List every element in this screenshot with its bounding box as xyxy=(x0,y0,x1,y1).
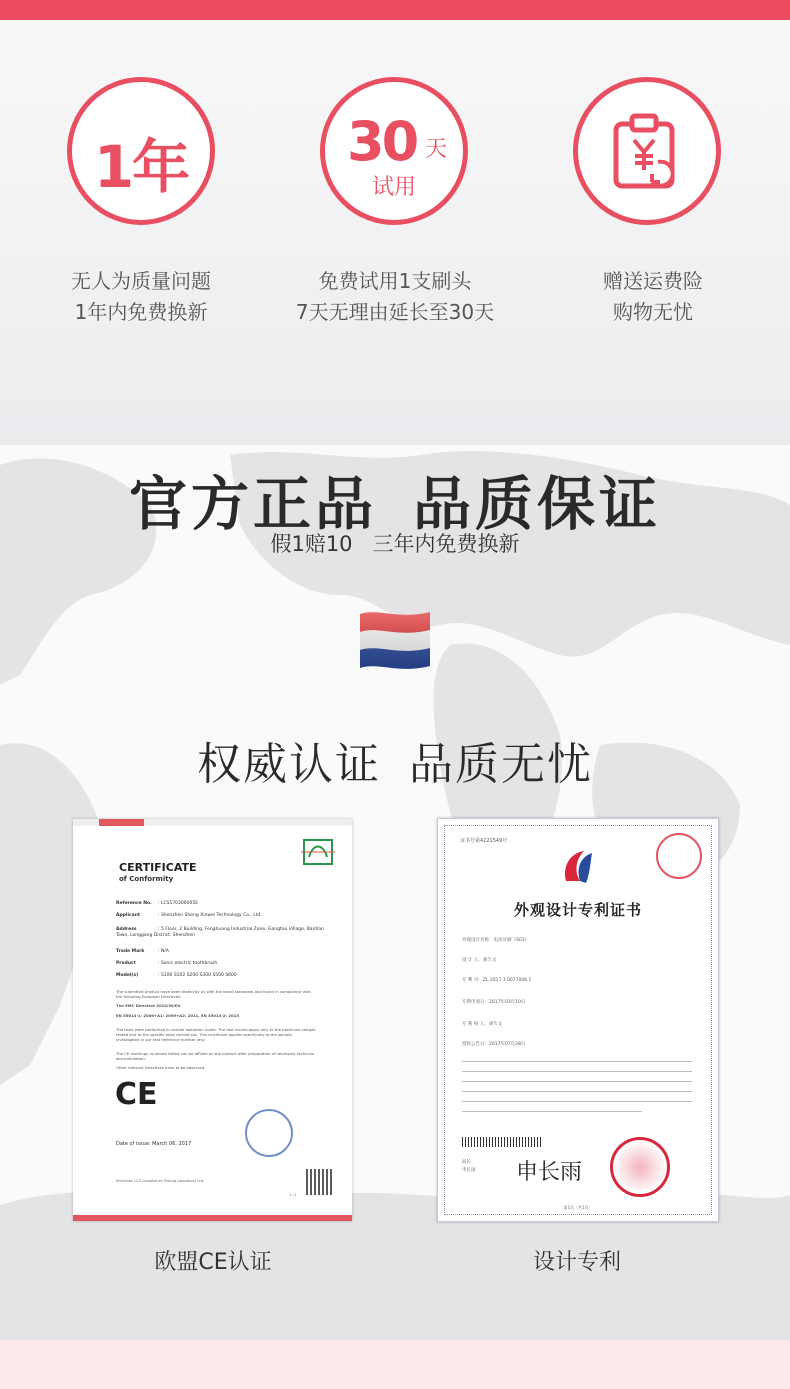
row-key: Reference No. xyxy=(116,901,152,906)
patent-field: 外观设计名称：电动牙刷（S03） xyxy=(462,938,530,943)
guarantee-line: 7天无理由延长至30天 xyxy=(295,300,495,324)
top-accent-bar xyxy=(0,0,790,20)
guarantee-line: 免费试用1支刷头 xyxy=(318,269,472,293)
certificate-paragraph: The submitted product have been tested by us with the listed standards and found in compliance with the following European Directives: xyxy=(116,989,311,999)
qr-code xyxy=(306,1169,332,1195)
bottom-band xyxy=(0,1340,790,1389)
guarantee-text-2 xyxy=(275,266,515,328)
certificate-subtitle: of Conformity xyxy=(119,875,174,883)
text-line xyxy=(462,1061,692,1062)
patent-field: 设 计 人：胡久文 xyxy=(462,958,497,963)
row-key: Product xyxy=(116,961,136,966)
certificate-title: 外观设计专利证书 xyxy=(513,901,642,919)
row-key: Address xyxy=(116,927,137,932)
heading-part: 权威认证 xyxy=(197,739,381,790)
certification-stamp xyxy=(245,1109,293,1157)
thirty-days-badge xyxy=(320,77,468,225)
certification-section xyxy=(0,445,790,1340)
guarantee-line: 购物无忧 xyxy=(613,300,693,324)
row-key: Trade Mark xyxy=(116,949,145,954)
certificate-caption: 欧盟CE认证 xyxy=(154,1250,272,1275)
red-seal-icon xyxy=(656,833,702,879)
certificate-row xyxy=(116,973,237,978)
certificate-number: 证书号第4221549号 xyxy=(460,838,508,844)
row-value: : N/A xyxy=(158,949,169,954)
text-line xyxy=(462,1081,692,1082)
page-number: 第1页（共1页） xyxy=(563,1205,593,1210)
guarantee-line: 1年内免费换新 xyxy=(74,300,208,324)
certificate-row xyxy=(116,913,262,918)
row-key: Applicant xyxy=(116,913,141,918)
certificate-row xyxy=(116,901,198,906)
patent-office-emblem-icon xyxy=(560,847,596,887)
guarantee-line: 无人为质量问题 xyxy=(71,269,211,293)
guarantee-text-3 xyxy=(533,266,773,328)
heading-part: 品质保证 xyxy=(413,470,662,538)
heading-part: 官方正品 xyxy=(128,470,377,538)
badge-subtext: 试用 xyxy=(371,175,416,200)
yen-clipboard-icon xyxy=(612,112,682,192)
guarantee-section xyxy=(0,20,790,445)
certificate-top-band xyxy=(73,819,352,826)
badge-number: 30 xyxy=(347,110,417,173)
national-emblem-seal-icon xyxy=(610,1137,670,1197)
certificate-paragraph: Other relevant Directives have to be observed. xyxy=(116,1065,206,1070)
secondary-heading xyxy=(0,728,790,792)
text-line xyxy=(462,1071,692,1072)
signature: 申长雨 xyxy=(516,1160,583,1185)
certificate-footer: Shenzhen LCS Compliance Testing Laboratory Ltd. xyxy=(116,1179,205,1183)
certificate-row xyxy=(116,961,217,966)
shipping-insurance-icon xyxy=(573,77,721,225)
row-value: : Shenzhen Sheng Xinwei Technology Co., Ltd. xyxy=(158,913,262,918)
row-value: : S100 S102 S200 S300 S500 S600 xyxy=(158,973,237,978)
certificate-caption: 设计专利 xyxy=(532,1250,621,1275)
page-number: 1 / 1 xyxy=(289,1193,297,1197)
design-patent-certificate-image xyxy=(437,818,719,1222)
signer-label: 局长 申长雨 xyxy=(462,1160,476,1173)
certificate-directive: The EMC Directive 2014/30/EU xyxy=(116,1003,181,1008)
row-key: Model(s) xyxy=(116,973,139,978)
text-line xyxy=(462,1101,692,1102)
certificate-paragraph: The CE markings as shown below can be affixed on the product after preparation of necessary technical documentation. xyxy=(116,1051,315,1061)
lcs-logo-icon xyxy=(301,837,335,867)
badge-text: 1年 xyxy=(93,133,189,201)
issue-date: Date of issue: March 06, 2017 xyxy=(116,1141,192,1147)
certificate-standard: EN 55014-1: 2006+A1: 2009+A2: 2011, EN 55014-2: 2015 xyxy=(116,1013,239,1018)
certificate-row xyxy=(116,927,326,939)
patent-field: 授权公告日：2017年07月28日 xyxy=(462,1042,526,1047)
row-value: : Sonic electric toothbrush xyxy=(158,961,218,966)
patent-field: 专 利 号：ZL 2017 3 0077006.1 xyxy=(462,978,532,983)
patent-field: 专 利 权 人：胡久文 xyxy=(462,1022,503,1027)
netherlands-flag-icon xyxy=(358,608,432,670)
certificate-row xyxy=(116,949,169,954)
one-year-badge xyxy=(67,77,215,225)
patent-field: 专利申请日：2017年03月10日 xyxy=(462,1000,526,1005)
main-subheading xyxy=(0,528,790,558)
badge-unit: 天 xyxy=(425,137,448,162)
certificate-paragraph: The tests were performed in normal operation mode. The test results apply only to the particular sample tested and to the specific tests carried out. This certificate applies specifically to the sample investigated in our test reference number only. xyxy=(116,1027,316,1042)
subheading-part: 假1赔10 xyxy=(270,532,353,556)
text-line xyxy=(462,1111,642,1112)
certificate-bottom-band xyxy=(73,1215,352,1221)
ce-mark: CE xyxy=(115,1077,158,1112)
row-value: : LCS170306005E xyxy=(158,901,199,906)
certificate-title: CERTIFICATE xyxy=(119,861,197,874)
row-value: : 5 Floor, 2 Building, Fenghuang Industrial Zone, Gangtou Village, Bantian Town, Longgang District, Shenzhen xyxy=(116,927,325,938)
guarantee-line: 赠送运费险 xyxy=(603,269,703,293)
guarantee-text-1 xyxy=(21,266,261,328)
text-line xyxy=(462,1091,692,1092)
ce-certificate-image xyxy=(73,819,352,1221)
barcode xyxy=(462,1137,542,1147)
subheading-part: 三年内免费换新 xyxy=(372,532,520,556)
heading-part: 品质无忧 xyxy=(409,739,593,790)
